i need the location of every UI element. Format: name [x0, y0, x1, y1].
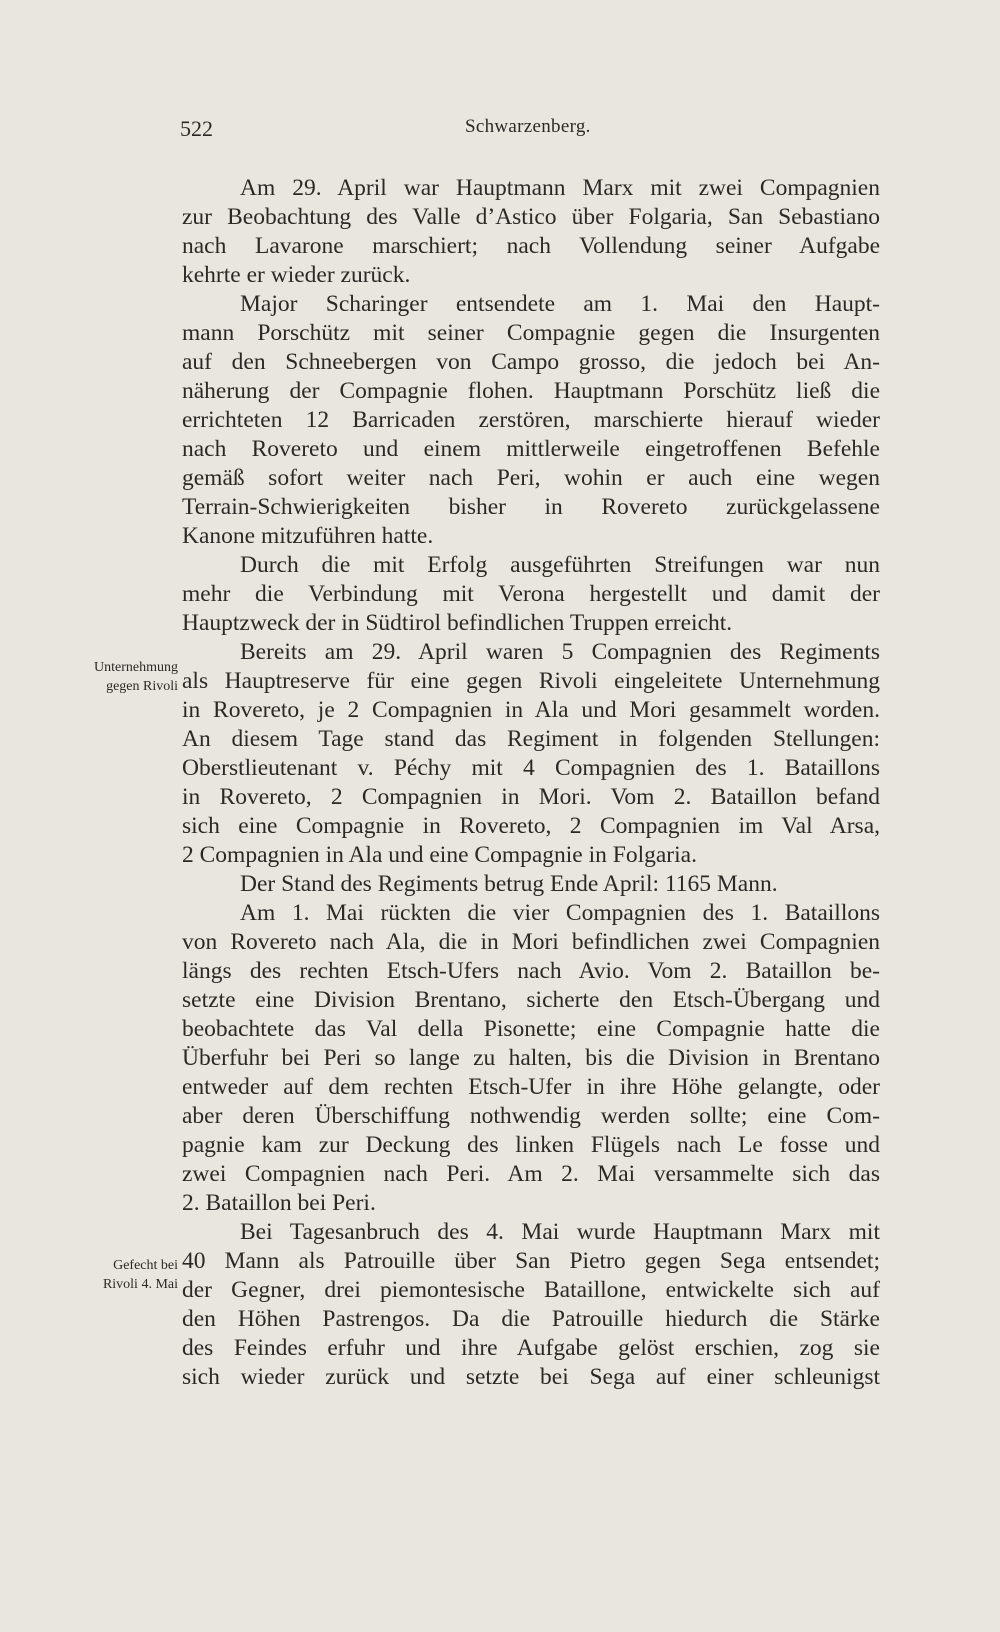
text-line: in Rovereto, je 2 Compagnien in Ala und Mori gesammelt worden. [182, 697, 880, 723]
text-line: Durch die mit Erfolg ausgeführten Streifungen war nun [240, 552, 880, 578]
text-line: nach Rovereto und einem mittlerweile eingetroffenen Befehle [182, 436, 880, 462]
margin-note-line: Unternehmung [94, 660, 178, 675]
text-line: zwei Compagnien nach Peri. Am 2. Mai versammelte sich das [182, 1161, 880, 1187]
text-line: errichteten 12 Barricaden zerstören, marschierte hierauf wieder [182, 407, 880, 433]
text-line: aber deren Überschiffung nothwendig werden sollte; eine Com- [182, 1103, 880, 1129]
text-line: längs des rechten Etsch-Ufers nach Avio. Vom 2. Bataillon be- [182, 958, 880, 984]
text-line: Am 1. Mai rückten die vier Compagnien des 1. Bataillons [240, 900, 880, 926]
margin-note-line: Rivoli 4. Mai [102, 1277, 178, 1292]
margin-note-line: Gefecht bei [113, 1258, 178, 1273]
text-line: Major Scharinger entsendete am 1. Mai den Haupt- [240, 291, 880, 317]
margin-note-line: gegen Rivoli [106, 679, 178, 694]
text-line: mann Porschütz mit seiner Compagnie gegen die Insurgenten [182, 320, 880, 346]
text-line: nach Lavarone marschiert; nach Vollendung seiner Aufgabe [182, 233, 880, 259]
text-line: sich eine Compagnie in Rovereto, 2 Compagnien im Val Arsa, [182, 813, 880, 839]
text-line: den Höhen Pastrengos. Da die Patrouille hiedurch die Stärke [182, 1306, 880, 1332]
text-line: Kanone mitzuführen hatte. [182, 523, 434, 549]
text-line: setzte eine Division Brentano, sicherte den Etsch-Übergang und [182, 987, 880, 1013]
text-line: auf den Schneebergen von Campo grosso, die jedoch bei An- [182, 349, 880, 375]
text-line: An diesem Tage stand das Regiment in folgenden Stellungen: [182, 726, 880, 752]
text-line: zur Beobachtung des Valle d’Astico über Folgaria, San Sebastiano [182, 204, 880, 230]
text-line: beobachtete das Val della Pisonette; eine Compagnie hatte die [182, 1016, 880, 1042]
text-line: gemäß sofort weiter nach Peri, wohin er auch eine wegen [182, 465, 880, 491]
text-line: mehr die Verbindung mit Verona hergestellt und damit der [182, 581, 880, 607]
text-line: entweder auf dem rechten Etsch-Ufer in ihre Höhe gelangte, oder [182, 1074, 880, 1100]
page-header [0, 116, 1000, 156]
margin-note-gefecht [56, 1256, 178, 1294]
text-line: von Rovereto nach Ala, die in Mori befindlichen zwei Compagnien [182, 929, 880, 955]
text-line: Der Stand des Regiments betrug Ende April: 1165 Mann. [240, 871, 778, 897]
text-line: näherung der Compagnie flohen. Hauptmann Porschütz ließ die [182, 378, 880, 404]
text-line: Bereits am 29. April waren 5 Compagnien des Regiments [240, 639, 880, 665]
body-text [182, 174, 880, 1392]
text-line: 2. Bataillon bei Peri. [182, 1190, 376, 1216]
text-line: Oberstlieutenant v. Péchy mit 4 Compagnien des 1. Bataillons [182, 755, 880, 781]
text-line: Hauptzweck der in Südtirol befindlichen Truppen erreicht. [182, 610, 733, 636]
text-line: Überfuhr bei Peri so lange zu halten, bis die Division in Brentano [182, 1045, 880, 1071]
text-line: pagnie kam zur Deckung des linken Flügels nach Le fosse und [182, 1132, 880, 1158]
text-line: kehrte er wieder zurück. [182, 262, 411, 288]
text-line: 40 Mann als Patrouille über San Pietro gegen Sega entsendet; [182, 1248, 880, 1274]
page-number: 522 [180, 116, 213, 141]
margin-note-unternehmung [56, 658, 178, 696]
text-line: der Gegner, drei piemontesische Bataillone, entwickelte sich auf [182, 1277, 880, 1303]
running-head: Schwarzenberg. [465, 116, 591, 137]
text-line: 2 Compagnien in Ala und eine Compagnie in Folgaria. [182, 842, 697, 868]
text-line: des Feindes erfuhr und ihre Aufgabe gelöst erschien, zog sie [182, 1335, 880, 1361]
text-line: Bei Tagesanbruch des 4. Mai wurde Hauptmann Marx mit [240, 1219, 880, 1245]
text-line: als Hauptreserve für eine gegen Rivoli eingeleitete Unternehmung [182, 668, 880, 694]
text-line: Terrain-Schwierigkeiten bisher in Rovereto zurückgelassene [182, 494, 880, 520]
text-line: in Rovereto, 2 Compagnien in Mori. Vom 2. Bataillon befand [182, 784, 880, 810]
text-line: sich wieder zurück und setzte bei Sega auf einer schleunigst [182, 1364, 880, 1390]
text-line: Am 29. April war Hauptmann Marx mit zwei Compagnien [240, 175, 880, 201]
